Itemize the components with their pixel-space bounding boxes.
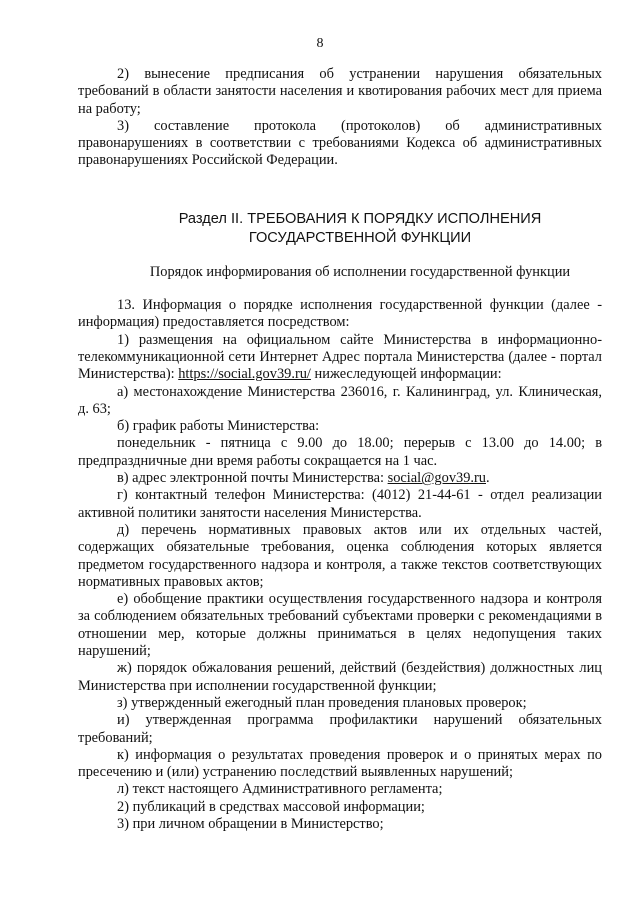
document-body — [78, 66, 602, 833]
paragraph-13: 13. Информация о порядке исполнения государственной функции (далее - информация) предоставляется посредством: — [78, 297, 602, 331]
website-text-tail: нижеследующей информации: — [310, 366, 502, 383]
section-title-line-1: Раздел II. ТРЕБОВАНИЯ К ПОРЯДКУ ИСПОЛНЕНИЯ — [178, 210, 542, 227]
paragraph-appeal: ж) порядок обжалования решений, действий (бездействия) должностных лиц Министерства при исполнении государственной функции; — [78, 660, 602, 694]
paragraph-email — [78, 470, 602, 487]
paragraph-phone: г) контактный телефон Министерства: (4012) 21-44-61 - отдел реализации активной политики занятости населения Министерства. — [78, 487, 602, 521]
paragraph-regulation-text: л) текст настоящего Административного регламента; — [117, 781, 443, 798]
website-text: 1) размещения на официальном сайте Министерства в информационно-телекоммуникационной сети Интернет Адрес портала Министерства (далее - портал Министерства): — [78, 331, 602, 383]
section-title-line-2: ГОСУДАРСТВЕННОЙ ФУНКЦИИ — [248, 229, 472, 246]
page-number: 8 — [316, 36, 324, 51]
paragraph-program: и) утвержденная программа профилактики нарушений обязательных требований; — [78, 712, 602, 746]
paragraph-media: 2) публикаций в средствах массовой информации; — [117, 798, 425, 815]
paragraph-item-3: 3) составление протокола (протоколов) об административных правонарушениях в соответствии с требованиями Кодекса об административных правонарушениях Российской Федерации. — [78, 117, 602, 169]
paragraph-practice: е) обобщение практики осуществления государственного надзора и контроля за соблюдением обязательных требований субъектами проверки с рекомендациями в отношении мер, которые должны приниматься в целях недопущения таких нарушений; — [78, 591, 602, 660]
section-subtitle: Порядок информирования об исполнении государственной функции — [149, 263, 571, 280]
email-link[interactable]: social@gov39.ru — [387, 470, 486, 487]
paragraph-address: а) местонахождение Министерства 236016, г. Калининград, ул. Клиническая, д. 63; — [78, 383, 602, 417]
paragraph-hours: понедельник - пятница с 9.00 до 18.00; перерыв с 13.00 до 14.00; в предпраздничные дни время работы сокращается на 1 час. — [78, 435, 602, 469]
paragraph-personal: 3) при личном обращении в Министерство; — [117, 815, 384, 832]
email-text: в) адрес электронной почты Министерства: — [117, 470, 388, 487]
email-text-tail: . — [486, 470, 490, 487]
paragraph-item-2: 2) вынесение предписания об устранении нарушения обязательных требований в области занятости населения и квотирования рабочих мест для приема на работу; — [78, 66, 602, 117]
paragraph-plan: з) утвержденный ежегодный план проведения плановых проверок; — [117, 694, 527, 711]
paragraph-website — [78, 332, 602, 384]
paragraph-legal-acts: д) перечень нормативных правовых актов или их отдельных частей, содержащих обязательные требования, оценка соблюдения которых является предметом государственного надзора и контроля, а также текстов соответствующих нормативных правовых актов; — [78, 521, 602, 590]
portal-link[interactable]: https://social.gov39.ru/ — [178, 366, 311, 383]
paragraph-schedule: б) график работы Министерства: — [117, 418, 320, 435]
paragraph-results: к) информация о результатах проведения проверок и о принятых мерах по пресечению и (или) устранению последствий выявленных нарушений; — [78, 746, 602, 781]
